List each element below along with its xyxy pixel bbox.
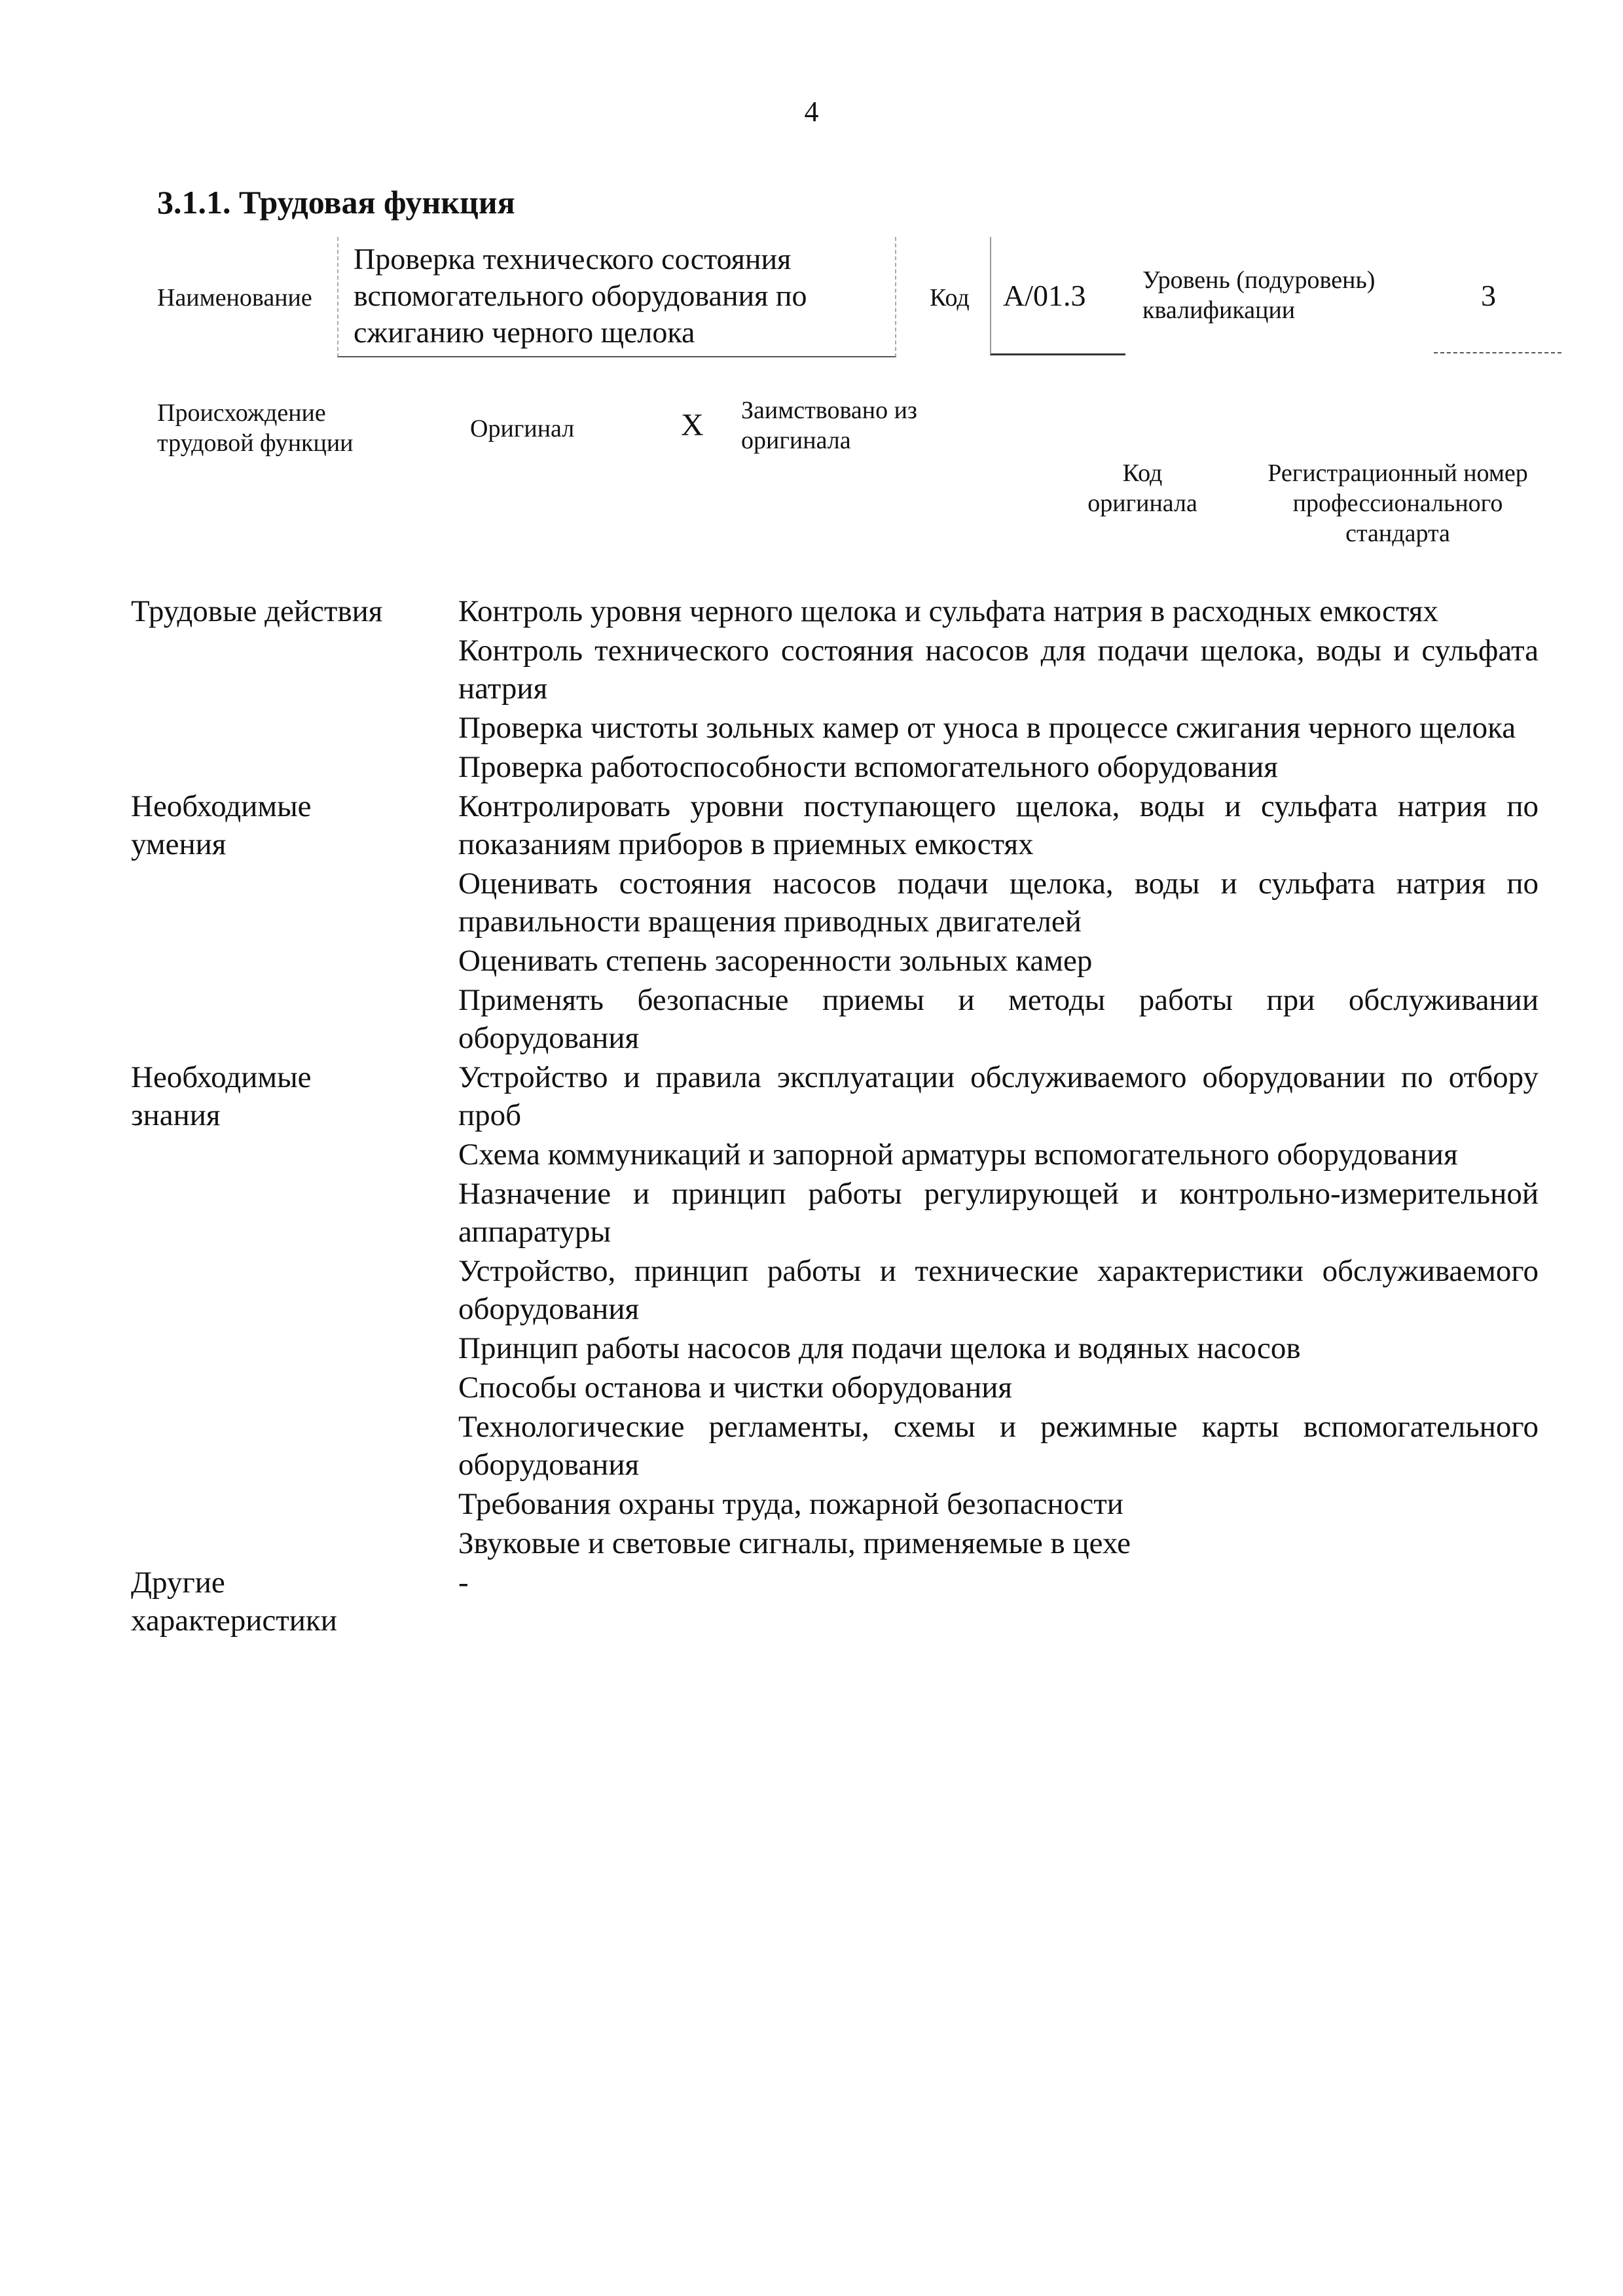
list-item: Контроль технического состояния насосов для подачи щелока, воды и сульфата натрия	[458, 634, 1539, 706]
row-content	[458, 1058, 1539, 1564]
list-item: Звуковые и световые сигналы, применяемые в цехе	[458, 1526, 1131, 1560]
borrowed-label: Заимствовано из оригинала	[741, 397, 917, 454]
list-item: Требования охраны труда, пожарной безопасности	[458, 1487, 1123, 1521]
list-item: Применять безопасные приемы и методы работы при обслуживании оборудования	[458, 983, 1539, 1055]
function-name: Проверка технического состояния вспомогательного оборудования по сжиганию черного щелока	[354, 242, 807, 349]
table-row	[131, 1058, 1552, 1564]
reg-number-label: Регистрационный номер профессионального стандарта	[1267, 459, 1528, 547]
table-row	[131, 1564, 1552, 1640]
row-content	[458, 592, 1539, 787]
table-row	[131, 592, 1552, 787]
row-heading: Необходимые умения	[131, 789, 312, 861]
code-original-label: Код оригинала	[1087, 459, 1197, 517]
origin-label: Происхождение трудовой функции	[157, 399, 354, 457]
list-item: Назначение и принцип работы регулирующей и контрольно-измерительной аппаратуры	[458, 1177, 1539, 1249]
row-heading: Трудовые действия	[131, 594, 383, 628]
level-underline	[1434, 352, 1561, 353]
code-value: А/01.3	[1003, 279, 1086, 312]
list-item: Схема коммуникаций и запорной арматуры вспомогательного оборудования	[458, 1138, 1458, 1172]
original-mark: X	[681, 408, 704, 442]
list-item: Контролировать уровни поступающего щелока, воды и сульфата натрия по показаниям приборов в приемных емкостях	[458, 789, 1539, 861]
page-number: 4	[804, 96, 819, 128]
original-label: Оригинал	[470, 415, 575, 442]
table-row	[131, 787, 1552, 1058]
name-label: Наименование	[157, 284, 312, 312]
list-item: Контроль уровня черного щелока и сульфата натрия в расходных емкостях	[458, 594, 1438, 628]
list-item: Принцип работы насосов для подачи щелока и водяных насосов	[458, 1331, 1301, 1365]
list-item: -	[458, 1566, 469, 1600]
row-heading: Необходимые знания	[131, 1060, 312, 1132]
row-content	[458, 1564, 1539, 1603]
list-item: Технологические регламенты, схемы и режимные карты вспомогательного оборудования	[458, 1410, 1539, 1482]
list-item: Проверка работоспособности вспомогательного оборудования	[458, 750, 1278, 784]
row-content	[458, 787, 1539, 1058]
list-item: Проверка чистоты зольных камер от уноса в процессе сжигания черного щелока	[458, 711, 1516, 745]
code-label: Код	[930, 284, 970, 312]
list-item: Способы останова и чистки оборудования	[458, 1371, 1013, 1405]
row-heading: Другие характеристики	[131, 1566, 337, 1638]
list-item: Оценивать степень засоренности зольных камер	[458, 944, 1093, 978]
list-item: Оценивать состояния насосов подачи щелока, воды и сульфата натрия по правильности вращения приводных двигателей	[458, 867, 1539, 939]
level-label: Уровень (подуровень) квалификации	[1142, 266, 1376, 324]
list-item: Устройство, принцип работы и технические характеристики обслуживаемого оборудования	[458, 1254, 1539, 1326]
level-value: 3	[1481, 279, 1496, 312]
list-item: Устройство и правила эксплуатации обслуживаемого оборудовании по отбору проб	[458, 1060, 1539, 1132]
section-title: 3.1.1. Трудовая функция	[157, 184, 515, 221]
function-details-table	[131, 592, 1552, 1640]
